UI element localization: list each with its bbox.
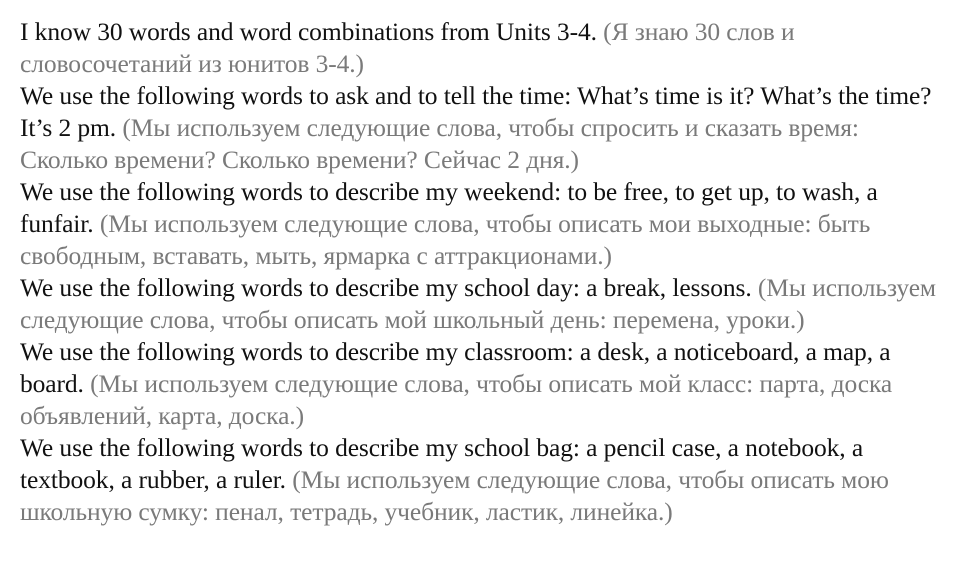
paragraph-classroom xyxy=(20,336,945,432)
english-text: We use the following words to describe my school bag: a pencil case, a notebook, a textbook, a rubber, a ruler. xyxy=(20,433,864,494)
english-text: We use the following words to describe my school day: a break, lessons. xyxy=(20,273,752,302)
document-body xyxy=(20,16,945,528)
russian-translation: (Мы используем следующие слова, чтобы описать мой класс: парта, доска объявлений, карта, доска.) xyxy=(20,369,893,430)
paragraph-weekend xyxy=(20,176,945,272)
paragraph-school-day xyxy=(20,272,945,336)
russian-translation: (Мы используем следующие слова, чтобы описать мои выходные: быть свободным, вставать, мыть, ярмарка с аттракционами.) xyxy=(20,209,871,270)
paragraph-school-bag xyxy=(20,432,945,528)
english-text: We use the following words to ask and to tell the time: What’s time is it? What’s the time? It’s 2 pm. xyxy=(20,81,932,142)
russian-translation: (Мы используем следующие слова, чтобы описать мою школьную сумку: пенал, тетрадь, учебник, ластик, линейка.) xyxy=(20,465,889,526)
english-text: I know 30 words and word combinations from Units 3-4. xyxy=(20,17,597,46)
russian-translation: (Мы используем следующие слова, чтобы спросить и сказать время: Сколько времени? Сколько времени? Сейчас 2 дня.) xyxy=(20,113,859,174)
russian-translation: (Мы используем следующие слова, чтобы описать мой школьный день: перемена, уроки.) xyxy=(20,273,936,334)
english-text: We use the following words to describe my classroom: a desk, a noticeboard, a map, a board. xyxy=(20,337,891,398)
paragraph-vocabulary-count xyxy=(20,16,945,80)
english-text: We use the following words to describe my weekend: to be free, to get up, to wash, a funfair. xyxy=(20,177,878,238)
russian-translation: (Я знаю 30 слов и словосочетаний из юнитов 3-4.) xyxy=(20,17,795,78)
paragraph-telling-time xyxy=(20,80,945,176)
